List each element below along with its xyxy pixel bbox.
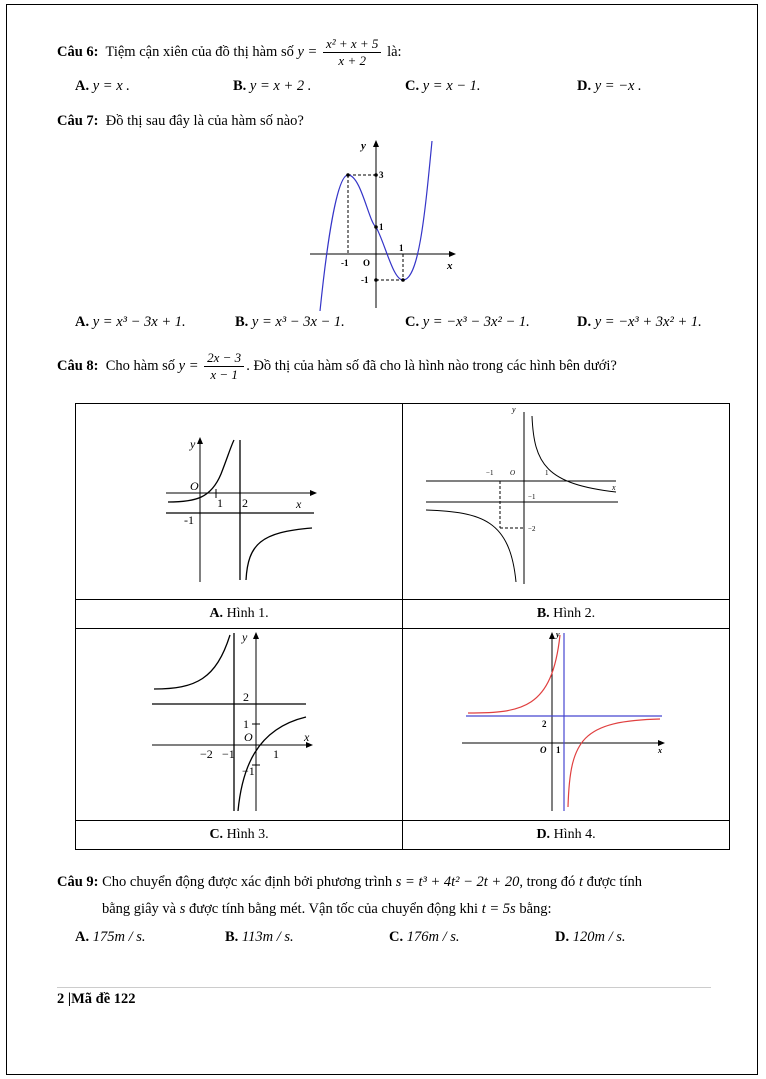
q9-var-s: s — [179, 901, 186, 917]
q9-line2c: bằng: — [519, 901, 552, 917]
q9-text2: , trong đó — [519, 874, 576, 890]
fig4-origin: O — [540, 745, 547, 755]
q7-label: Câu 7: — [57, 113, 99, 129]
figure-3-caption[interactable]: C. Hình 3. — [76, 821, 403, 850]
fig3-x-label: x — [304, 730, 310, 744]
tick-1: 1 — [379, 222, 384, 232]
figure-1-cell — [76, 404, 403, 600]
fig2-x-label: x — [612, 483, 616, 492]
fig2-origin: O — [510, 469, 516, 477]
figure-4-cell — [403, 629, 730, 821]
tick-3: 3 — [379, 170, 384, 180]
fig1-tick-2: 2 — [242, 496, 248, 510]
q8-num: 2x − 3 — [204, 350, 244, 367]
question-8 — [57, 350, 617, 383]
q8-label: Câu 8: — [57, 357, 99, 374]
figure-1-caption[interactable]: A. Hình 1. — [76, 600, 403, 629]
q9-option-b[interactable]: B. 113m / s. — [225, 929, 294, 945]
q9-equation: s = t³ + 4t² − 2t + 20 — [395, 874, 520, 890]
figure-4 — [412, 629, 720, 815]
figure-2 — [412, 404, 720, 594]
fig3-tick-minus1: −1 — [222, 747, 235, 761]
q8-text1: Cho hàm số — [105, 357, 176, 374]
fig3-tick-1-x: 1 — [273, 747, 279, 761]
q7-text: Đồ thị sau đây là của hàm số nào? — [105, 113, 304, 129]
q6-lhs: y = — [297, 43, 318, 60]
q9-line2b: được tính bằng mét. Vận tốc của chuyển động khi — [189, 901, 479, 917]
q9-text3: được tính — [586, 874, 642, 890]
fig1-tick-minus1: -1 — [184, 513, 194, 527]
q6-option-b[interactable]: B. y = x + 2 . — [233, 78, 312, 94]
question-9 — [57, 874, 711, 891]
fig3-tick-minus1-y: −1 — [242, 764, 255, 778]
question-7 — [57, 113, 304, 130]
figure-2-caption[interactable]: B. Hình 2. — [403, 600, 730, 629]
page-footer: 2 |Mã đề 122 — [57, 991, 136, 1007]
q9-condition: t = 5s — [481, 901, 516, 917]
q9-option-c[interactable]: C. 176m / s. — [389, 929, 460, 945]
q8-text2: . Đồ thị của hàm số đã cho là hình nào trong các hình bên dưới? — [246, 357, 617, 374]
question-6 — [57, 36, 402, 69]
q8-fraction — [204, 350, 244, 383]
tick-minus1-x: -1 — [341, 258, 349, 268]
fig2-tick-minus1-y: −1 — [528, 493, 536, 501]
fig4-y-label: y — [556, 630, 560, 639]
q7-option-b[interactable]: B. y = x³ − 3x − 1. — [235, 314, 345, 330]
question-9-line2 — [102, 901, 552, 918]
fig3-origin: O — [244, 730, 253, 744]
fig4-tick-1: 1 — [556, 745, 561, 755]
footer-divider — [57, 987, 711, 988]
y-label: y — [361, 140, 366, 152]
q7-option-a[interactable]: A. y = x³ − 3x + 1. — [75, 314, 186, 330]
q9-text1: Cho chuyển động được xác định bởi phương trình — [102, 874, 393, 890]
q6-tail: là: — [387, 43, 402, 60]
fig2-y-label: y — [512, 405, 516, 414]
figure-4-caption[interactable]: D. Hình 4. — [403, 821, 730, 850]
origin-label: O — [363, 258, 371, 268]
fig2-tick-minus1-x: −1 — [486, 469, 494, 477]
fig3-tick-2: 2 — [243, 690, 249, 704]
fig3-tick-1: 1 — [243, 717, 249, 731]
fig2-tick-minus2: −2 — [528, 525, 536, 533]
q7-cubic-graph — [305, 133, 465, 313]
fig1-tick-1: 1 — [217, 496, 223, 510]
q9-option-a[interactable]: A. 175m / s. — [75, 929, 146, 945]
q6-option-a[interactable]: A. y = x . — [75, 78, 130, 94]
figure-2-cell — [403, 404, 730, 600]
q6-label: Câu 6: — [57, 43, 99, 60]
fig4-x-label: x — [658, 746, 662, 755]
fig4-tick-2: 2 — [542, 719, 547, 729]
q8-figure-table — [75, 403, 730, 850]
tick-1-x: 1 — [399, 243, 404, 253]
q6-fraction — [323, 36, 381, 69]
q7-option-c[interactable]: C. y = −x³ − 3x² − 1. — [405, 314, 530, 330]
q9-option-d[interactable]: D. 120m / s. — [555, 929, 626, 945]
q6-den: x + 2 — [338, 53, 366, 68]
figure-1 — [76, 404, 402, 594]
q6-text: Tiệm cận xiên của đồ thị hàm số — [105, 43, 294, 60]
q8-lhs: y = — [178, 357, 199, 374]
q9-label: Câu 9: — [57, 874, 99, 890]
q6-num: x² + x + 5 — [323, 36, 381, 53]
q9-var-t: t — [578, 874, 583, 890]
fig1-x-label: x — [296, 497, 302, 511]
q7-option-d[interactable]: D. y = −x³ + 3x² + 1. — [577, 314, 702, 330]
figure-3-cell — [76, 629, 403, 821]
q8-den: x − 1 — [210, 367, 238, 382]
q6-option-d[interactable]: D. y = −x . — [577, 78, 642, 94]
q6-option-c[interactable]: C. y = x − 1. — [405, 78, 481, 94]
tick-minus1-y: -1 — [361, 275, 369, 285]
fig3-y-label: y — [242, 630, 248, 644]
x-label: x — [447, 260, 453, 272]
fig3-tick-minus2: −2 — [200, 747, 213, 761]
q9-line2a: bằng giây và — [102, 901, 177, 917]
figure-3 — [76, 629, 402, 815]
fig1-y-label: y — [190, 437, 196, 451]
fig2-tick-1: 1 — [545, 469, 549, 477]
fig1-origin: O — [190, 479, 199, 493]
